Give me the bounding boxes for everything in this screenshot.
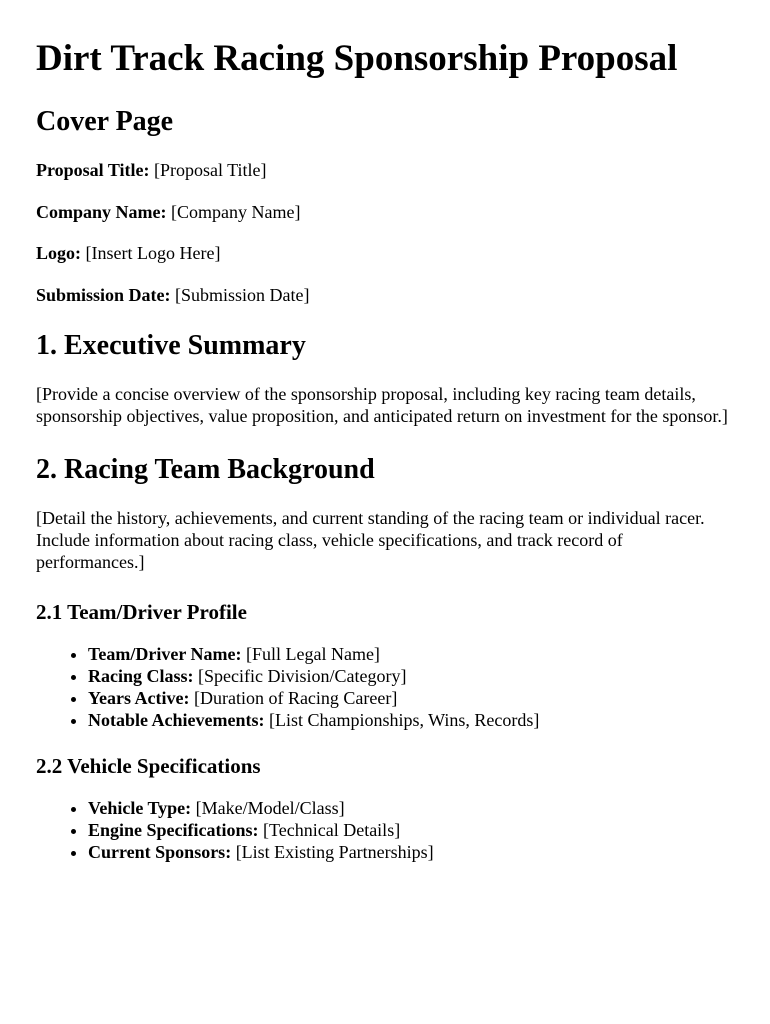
item-value: [Make/Model/Class] <box>195 797 345 818</box>
item-label: Notable Achievements: <box>88 709 265 730</box>
field-label: Proposal Title: <box>36 160 150 180</box>
item-value: [List Championships, Wins, Records] <box>268 709 540 730</box>
field-value: [Insert Logo Here] <box>85 243 221 263</box>
team-background-heading: 2. Racing Team Background <box>36 453 375 485</box>
team-profile-heading: 2.1 Team/Driver Profile <box>36 599 247 624</box>
item-label: Vehicle Type: <box>88 797 192 818</box>
item-label: Racing Class: <box>88 665 194 686</box>
field-label: Logo: <box>36 243 81 263</box>
field-value: [Proposal Title] <box>154 160 267 180</box>
list-item <box>88 841 734 863</box>
item-label: Current Sponsors: <box>88 841 232 862</box>
cover-page-heading: Cover Page <box>36 106 174 137</box>
item-label: Team/Driver Name: <box>88 643 242 664</box>
executive-summary-text: [Provide a concise overview of the sponsorship proposal, including key racing team details, sponsorship objectives, value proposition, and anticipated return on investment for the sponsor.] <box>36 383 728 426</box>
item-label: Years Active: <box>88 687 190 708</box>
cover-field-company-name <box>36 201 734 223</box>
list-item <box>88 797 734 819</box>
item-label: Engine Specifications: <box>88 819 259 840</box>
list-item <box>88 687 734 709</box>
vehicle-specifications-heading: 2.2 Vehicle Specifications <box>36 753 261 778</box>
vehicle-specifications-list <box>36 797 734 863</box>
field-value: [Submission Date] <box>175 284 310 305</box>
list-item <box>88 643 734 665</box>
field-label: Company Name: <box>36 201 167 222</box>
field-value: [Company Name] <box>171 201 301 222</box>
cover-field-logo <box>36 242 734 264</box>
list-item <box>88 665 734 687</box>
cover-field-proposal-title <box>36 159 734 181</box>
item-value: [Technical Details] <box>263 819 401 840</box>
item-value: [Duration of Racing Career] <box>193 687 398 708</box>
item-value: [Full Legal Name] <box>245 643 380 664</box>
executive-summary-heading: 1. Executive Summary <box>36 329 306 361</box>
team-profile-list <box>36 643 734 731</box>
field-label: Submission Date: <box>36 284 171 305</box>
list-item <box>88 819 734 841</box>
item-value: [Specific Division/Category] <box>198 665 407 686</box>
list-item <box>88 709 734 731</box>
item-value: [List Existing Partnerships] <box>235 841 434 862</box>
cover-field-submission-date <box>36 284 734 306</box>
document-title: Dirt Track Racing Sponsorship Proposal <box>36 38 678 79</box>
team-background-text: [Detail the history, achievements, and current standing of the racing team or individual racer. Include information about racing class, vehicle specifications, and track record of performances.] <box>36 507 705 572</box>
